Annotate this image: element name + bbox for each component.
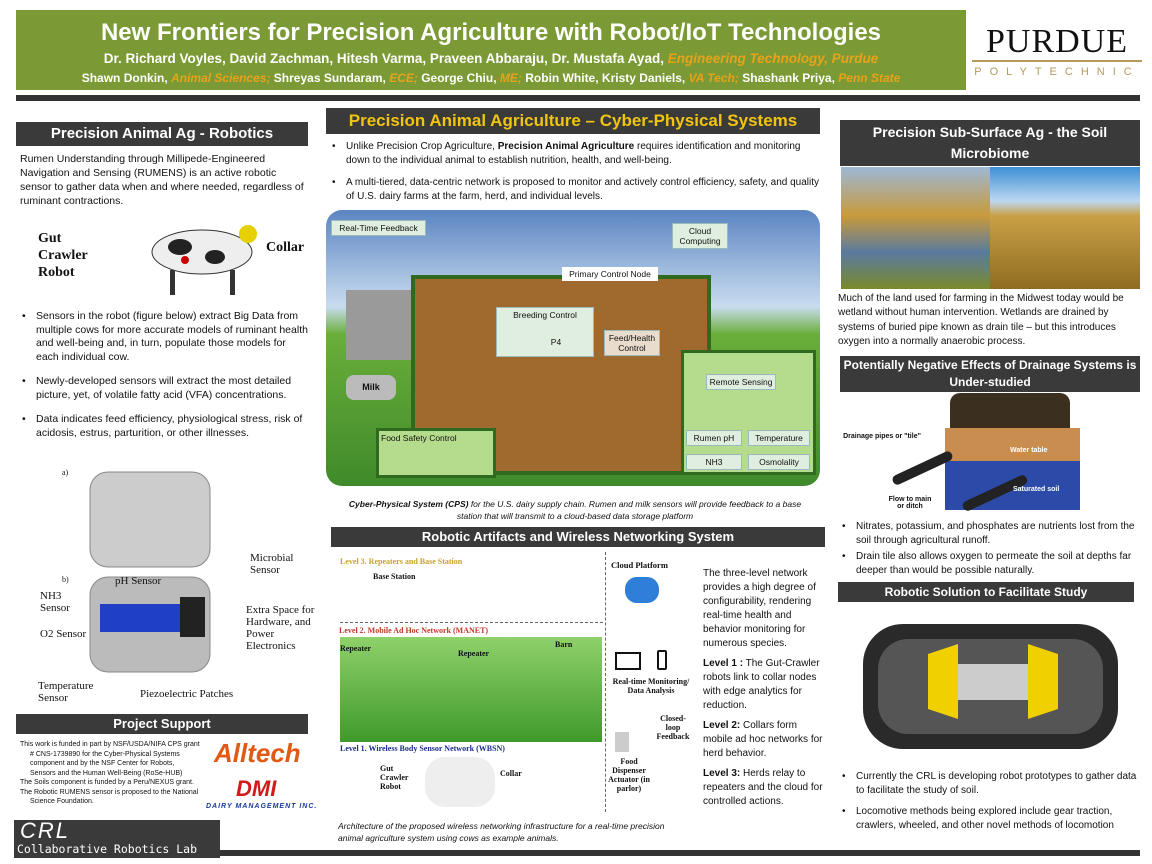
cow-image: [425, 757, 495, 807]
ph-sensor-label: pH Sensor: [115, 575, 162, 587]
feedback-label: Closed-loop Feedback: [656, 714, 690, 741]
label-food-safety: Food Safety Control: [376, 428, 496, 478]
bullet: • Data indicates feed efficiency, physiological stress, risk of acidosis, estrus, parturition, or other illnesses.: [20, 413, 310, 440]
flow-label: Flow to main or ditch: [888, 496, 932, 510]
bullet: • A multi-tiered, data-centric network is proposed to monitor and actively control efficiency, safety, and quality of U.S. dairy farms at the farm, herd, and individual levels.: [330, 176, 822, 204]
level3-label: Level 3. Repeaters and Base Station: [340, 557, 463, 566]
support-text: [20, 740, 200, 807]
label-remote-sensing: Remote Sensing: [706, 374, 776, 390]
extra-space-label: Extra Space for Hardware, and Power Electronics: [246, 604, 315, 652]
crl-mark: CRL: [20, 818, 71, 843]
section-title-cps: Precision Animal Agriculture – Cyber-Physical Systems: [326, 108, 820, 134]
pipes-label: Drainage pipes or "tile": [843, 433, 921, 440]
piezo-label: Piezoelectric Patches: [140, 688, 234, 700]
affiliation: VA Tech;: [688, 71, 739, 85]
author: George Chiu,: [421, 71, 497, 85]
level1-label: Level 1. Wireless Body Sensor Network (WBSN): [340, 744, 505, 753]
gut-crawler-label: Gut Crawler Robot: [38, 231, 88, 280]
water-table-label: Water table: [1010, 447, 1048, 454]
affiliation: ECE;: [389, 71, 418, 85]
cow-diagram: [140, 212, 270, 297]
collar-label: Collar: [500, 769, 522, 778]
level-key: Level 1 :: [703, 658, 744, 669]
level-text: Herds relay to repeaters and the cloud for controlled actions.: [703, 768, 823, 807]
robotics-bullets: [20, 310, 310, 448]
divider: [220, 850, 1140, 856]
section-title-drainage: Potentially Negative Effects of Drainage Systems is Under-studied: [840, 356, 1140, 392]
bullet: • Locomotive methods being explored include gear traction, crawlers, wheeled, and other novel methods of locomotion: [840, 805, 1140, 834]
dmi-logo: DMI: [236, 776, 277, 801]
caption-text: for the U.S. dairy supply chain. Rumen and milk sensors will provide feedback to a base station that will transmit to a cloud-based data storage platform: [456, 499, 802, 521]
network-caption: Architecture of the proposed wireless networking infrastructure for a real-time precision animal agriculture system using cows as example animals.: [338, 821, 665, 843]
wheat-field-photo: [990, 167, 1140, 289]
network-description: [703, 567, 829, 809]
drainage-bullets: [840, 520, 1140, 586]
level-item: [703, 767, 829, 809]
bullet: • Sensors in the robot (figure below) extract Big Data from multiple cows for more accurate models of ruminant health and well-being and, in turn, populate those models for each individual cow.: [20, 310, 310, 364]
affiliation: Animal Sciences;: [171, 71, 271, 85]
drainage-diagram: [840, 393, 1140, 515]
soil-block: [945, 428, 1080, 510]
divider: [16, 95, 1140, 101]
gut-crawler-label: Gut Crawler Robot: [380, 764, 409, 791]
authors: Dr. Richard Voyles, David Zachman, Hitesh Varma, Praveen Abbaraju, Dr. Mustafa Ayad,: [103, 51, 664, 66]
text-bold: Precision Animal Agriculture: [497, 141, 635, 152]
section-title-network: Robotic Artifacts and Wireless Networking System: [331, 527, 825, 547]
cps-diagram: [326, 210, 820, 486]
affiliation: Penn State: [838, 71, 901, 85]
bullet: [330, 140, 822, 168]
dispenser-label: Food Dispenser Actuator (in parlor): [608, 757, 650, 793]
nh3-sensor-label: NH3 Sensor: [40, 590, 70, 614]
dispenser-icon: [615, 732, 629, 752]
text: Unlike Precision Crop Agriculture,: [346, 141, 498, 152]
base-station-label: Base Station: [373, 572, 416, 581]
label-osmolality: Osmolality: [748, 454, 810, 470]
saturated-label: Saturated soil: [1013, 486, 1060, 493]
author: Shashank Priya,: [742, 71, 835, 85]
laptop-icon: [615, 652, 641, 670]
bullet: • Drain tile also allows oxygen to permeate the soil at depths far deeper than would be possible naturally.: [840, 550, 1140, 578]
label-p4: P4: [546, 335, 566, 349]
crops: [950, 393, 1070, 428]
section-title-support: Project Support: [16, 714, 308, 734]
divider: [605, 552, 606, 812]
intro: The three-level network provides a high degree of configurability, rendering real-time health and behavior monitoring for numerous species.: [703, 568, 816, 649]
label-real-time-feedback: Real-Time Feedback: [331, 220, 426, 236]
level2-label: Level 2. Mobile Ad Hoc Network (MANET): [339, 626, 489, 635]
label-cloud-computing: Cloud Computing: [672, 223, 728, 249]
repeater-label: Repeater: [458, 649, 490, 658]
cps-bullets: [330, 140, 822, 212]
milk-truck: Milk: [346, 375, 396, 400]
bullet: • Newly-developed sensors will extract the most detailed picture, yet, of volatile fatty acid (VFA) concentrations.: [20, 375, 310, 402]
support-line: The Robotic RUMENS sensor is proposed to the National Science Foundation.: [20, 788, 199, 805]
level-text: Collars form mobile ad hoc networks for herd behavior.: [703, 720, 823, 759]
collar-label: Collar: [266, 240, 305, 255]
fig-a-label: a): [62, 468, 69, 477]
barn-label: Barn: [555, 640, 573, 649]
label-breeding-control: Breeding Control: [496, 307, 594, 357]
text: requires identification and monitoring down to the individual animal to establish nutrition, health, and well-being.: [346, 141, 801, 166]
phone-icon: [657, 650, 667, 670]
cps-caption: [340, 498, 810, 522]
wetland-photo: [841, 167, 990, 289]
divider: [340, 622, 603, 623]
level-text: The Gut-Crawler robots link to collar nodes with edge analytics for reduction.: [703, 658, 820, 711]
logo-name: PURDUE: [972, 24, 1142, 62]
crl-name: Collaborative Robotics Lab: [17, 842, 198, 856]
soil-paragraph: Much of the land used for farming in the Midwest today would be wetland without human intervention. Wetlands are drained by systems of buried pipe known as drain tile – but this introduces oxygen into a normally anaerobic process.: [838, 293, 1124, 347]
robot-bullets: [840, 770, 1140, 841]
section-title-soil: Precision Sub-Surface Ag - the Soil Microbiome: [840, 120, 1140, 166]
cloud-platform-label: Cloud Platform: [611, 560, 668, 570]
affiliation: Engineering Technology, Purdue: [667, 51, 879, 66]
microbial-sensor-label: Microbial Sensor: [250, 552, 294, 576]
fig-b-label: b): [62, 575, 69, 584]
label-primary-control-node: Primary Control Node: [562, 267, 658, 281]
label-feed-health: Feed/Health Control: [604, 330, 660, 356]
soil-robot-image: [848, 604, 1133, 764]
author: Shawn Donkin,: [81, 71, 168, 85]
monitoring-label: Real-time Monitoring/ Data Analysis: [612, 677, 690, 695]
network-diagram: [335, 552, 695, 812]
level-key: Level 3:: [703, 768, 741, 779]
rumens-intro: Rumen Understanding through Millipede-Engineered Navigation and Sensing (RUMENS) is an active robotic sensor to gather data when and where needed, regardless of ruminant contractions.: [20, 153, 304, 207]
dmi-sub: DAIRY MANAGEMENT INC.: [206, 803, 318, 810]
support-line: The Soils component is funded by a Peru/NEXUS grant.: [20, 779, 194, 786]
crl-logo: [14, 820, 220, 858]
logo-sub: POLYTECHNIC: [974, 66, 1140, 78]
level-item: [703, 719, 829, 761]
affiliation: ME;: [499, 71, 522, 85]
section-title-robotics: Precision Animal Ag - Robotics: [16, 122, 308, 146]
authors-line-2: [16, 71, 966, 85]
level-key: Level 2:: [703, 720, 741, 731]
bullet: • Currently the CRL is developing robot prototypes to gather data to facilitate the study of soil.: [840, 770, 1140, 799]
label-nh3: NH3: [686, 454, 742, 470]
purdue-logo: [972, 24, 1142, 80]
poster-header: [16, 10, 966, 90]
level-item: [703, 657, 829, 713]
support-line: This work is funded in part by NSF/USDA/NIFA CPS grant # CNS-1739890 for the Cyber-Physical Systems component and by the NSF Center for Robots, Sensors and the Human Well-Being (RoSe-HUB): [20, 741, 200, 777]
alltech-logo: Alltech: [214, 738, 301, 768]
author: Shreyas Sundaram,: [273, 71, 386, 85]
repeater-label: Repeater: [340, 644, 372, 653]
rumens-sensor-figure: [60, 462, 240, 682]
caption-bold: Cyber-Physical System (CPS): [348, 499, 469, 509]
label-temperature: Temperature: [748, 430, 810, 446]
cloud-icon: [625, 577, 659, 603]
author: Robin White, Kristy Daniels,: [525, 71, 686, 85]
poster-title: New Frontiers for Precision Agriculture with Robot/IoT Technologies: [100, 19, 882, 46]
authors-line-1: [16, 51, 966, 66]
label-rumen-ph: Rumen pH: [686, 430, 742, 446]
temperature-sensor-label: Temperature Sensor: [38, 680, 94, 704]
bullet: • Nitrates, potassium, and phosphates are nutrients lost from the soil through agricultural runoff.: [840, 520, 1140, 548]
o2-sensor-label: O2 Sensor: [40, 628, 87, 640]
section-title-robotic-solution: Robotic Solution to Facilitate Study: [838, 582, 1134, 602]
